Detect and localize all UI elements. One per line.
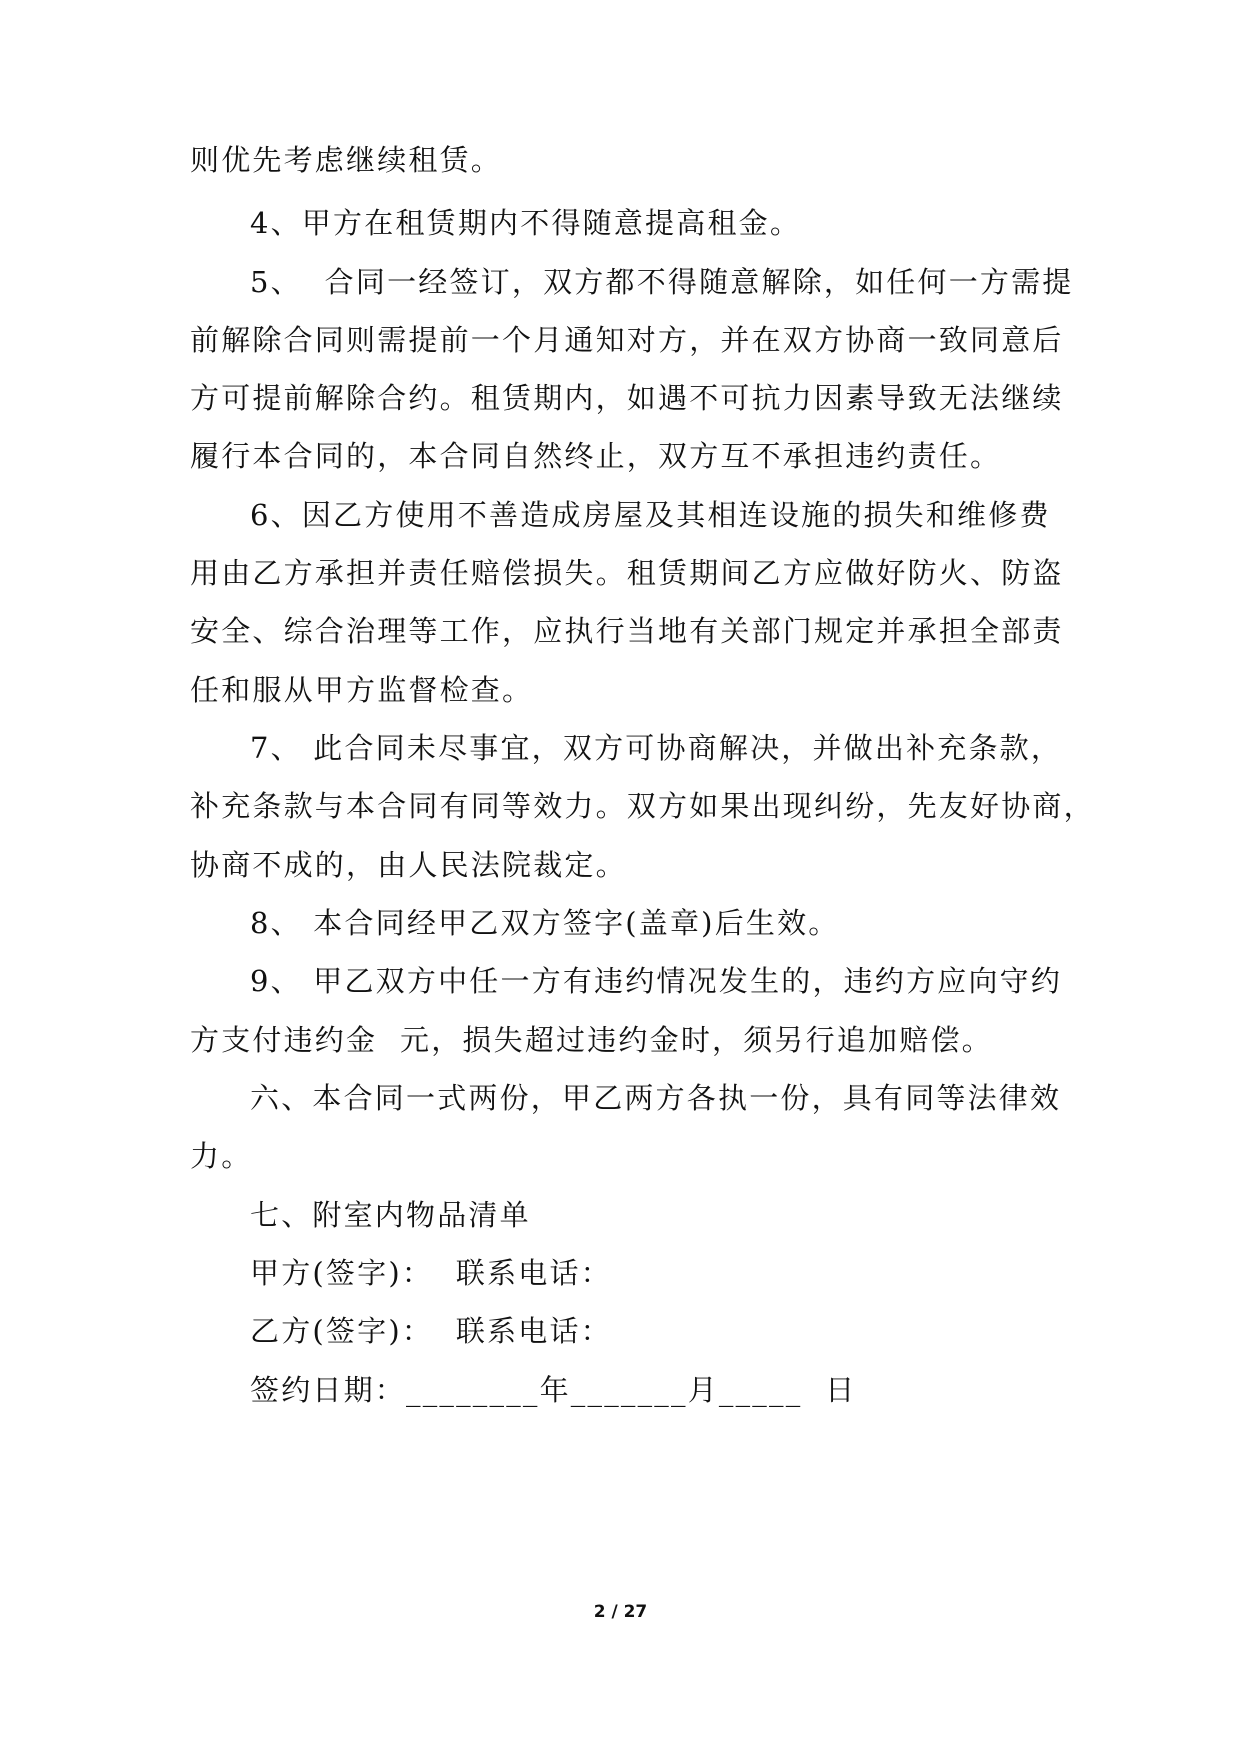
text-line: 4、甲方在租赁期内不得随意提高租金。 xyxy=(250,206,802,240)
page-number: 2 / 27 xyxy=(593,1602,648,1622)
text-line: 乙方(签字)： 联系电话： xyxy=(250,1314,612,1348)
text-line: 6、因乙方使用不善造成房屋及其相连设施的损失和维修费 xyxy=(250,498,1051,532)
text-line: 协商不成的，由人民法院裁定。 xyxy=(190,848,627,882)
text-line: 前解除合同则需提前一个月通知对方，并在双方协商一致同意后 xyxy=(190,323,1064,357)
text-line: 补充条款与本合同有同等效力。双方如果出现纠纷，先友好协商， xyxy=(190,789,1095,823)
text-line: 甲方(签字)： 联系电话： xyxy=(250,1256,612,1290)
text-line: 六、本合同一式两份，甲乙两方各执一份，具有同等法律效 xyxy=(250,1081,1062,1115)
text-line: 七、附室内物品清单 xyxy=(250,1198,531,1232)
text-line: 方支付违约金 元，损失超过违约金时，须另行追加赔偿。 xyxy=(190,1023,993,1057)
text-line: 任和服从甲方监督检查。 xyxy=(190,673,534,707)
text-line: 5、 合同一经签订，双方都不得随意解除，如任何一方需提 xyxy=(250,265,1074,299)
text-line: 7、 此合同未尽事宜，双方可协商解决，并做出补充条款， xyxy=(250,731,1063,765)
text-line: 安全、综合治理等工作，应执行当地有关部门规定并承担全部责 xyxy=(190,614,1064,648)
text-line: 方可提前解除合约。租赁期内，如遇不可抗力因素导致无法继续 xyxy=(190,381,1064,415)
text-line: 9、 甲乙双方中任一方有违约情况发生的，违约方应向守约 xyxy=(250,964,1063,998)
text-line: 8、 本合同经甲乙双方签字(盖章)后生效。 xyxy=(250,906,840,940)
text-line: 力。 xyxy=(190,1139,253,1173)
text-line: 则优先考虑继续租赁。 xyxy=(190,143,503,177)
text-line: 签约日期：________年_______月_____ 日 xyxy=(250,1373,857,1407)
text-line: 履行本合同的，本合同自然终止，双方互不承担违约责任。 xyxy=(190,439,1002,473)
text-line: 用由乙方承担并责任赔偿损失。租赁期间乙方应做好防火、防盗 xyxy=(190,556,1064,590)
